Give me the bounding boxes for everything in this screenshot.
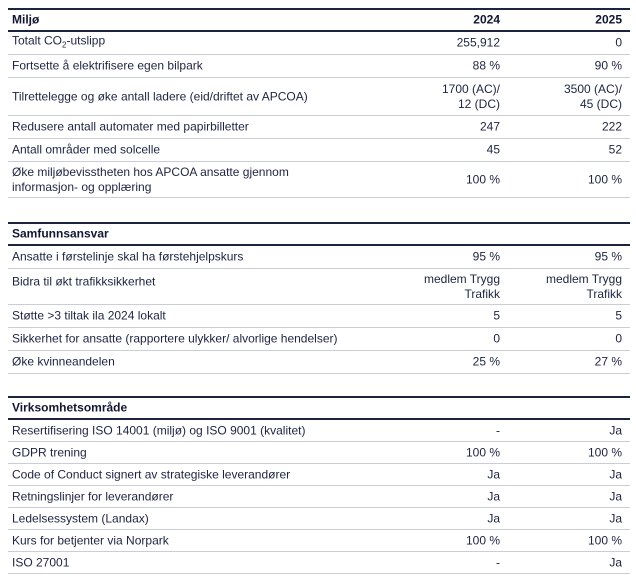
row-label: Code of Conduct signert av strategiske leverandører: [12, 467, 291, 481]
value-2025: 52: [608, 142, 622, 157]
table-row: [8, 486, 630, 508]
year-2025-header: 2025: [595, 12, 622, 27]
table-row: [8, 246, 630, 269]
table-row: [8, 464, 630, 486]
table-row: [8, 305, 630, 328]
value-2025: 0: [615, 35, 622, 50]
value-2024: 255,912: [456, 35, 500, 50]
value-2025: Ja: [609, 555, 622, 569]
section-title: Virksomhetsområde: [12, 400, 128, 415]
value-2025: 100 %: [587, 533, 622, 547]
value-2024: 95 %: [472, 249, 500, 264]
section-header: [8, 396, 630, 420]
value-2024: Ja: [487, 489, 500, 503]
value-2025: 0: [615, 331, 622, 346]
table-row: [8, 162, 630, 198]
section-header: [8, 8, 630, 32]
value-2025: 100 %: [587, 172, 622, 186]
value-2024: 0: [493, 331, 500, 346]
table-row: [8, 442, 630, 464]
value-2025: 5: [615, 308, 622, 323]
value-2024: 1700 (AC)/ 12 (DC): [441, 81, 500, 111]
value-2025: Ja: [609, 467, 622, 481]
value-2025: Ja: [609, 511, 622, 525]
row-label: ISO 27001: [12, 555, 70, 569]
row-label: Øke miljøbevisstheten hos APCOA ansatte gjennom informasjon- og opplæring: [12, 164, 289, 194]
row-label: Resertifisering ISO 14001 (miljø) og ISO 9001 (kvalitet): [12, 423, 306, 437]
year-2024-header: 2024: [473, 12, 500, 27]
row-label: Totalt $CO_2$-utslipp: [12, 33, 106, 50]
value-2025: 95 %: [594, 249, 622, 264]
value-2025: 90 %: [594, 58, 622, 73]
row-label: Ansatte i førstelinje skal ha førstehjelpskurs: [12, 249, 244, 264]
row-label: Sikkerhet for ansatte (rapportere ulykker/ alvorlige hendelser): [12, 331, 338, 346]
row-label: Støtte >3 tiltak ila 2024 lokalt: [12, 308, 166, 323]
row-label: Redusere antall automater med papirbilletter: [12, 119, 249, 134]
row-label: Retningslinjer for leverandører: [12, 489, 174, 503]
table-row: [8, 530, 630, 552]
row-label: Tilrettelegge og øke antall ladere (eid/driftet av APCOA): [12, 89, 308, 103]
row-label: Kurs for betjenter via Norpark: [12, 533, 169, 547]
value-2024: 100 %: [465, 172, 500, 186]
value-2024: 25 %: [472, 354, 500, 369]
row-label: Bidra til økt trafikksikkerhet: [12, 274, 156, 289]
table-row: [8, 420, 630, 442]
table-row: [8, 351, 630, 374]
value-2024: 45: [486, 142, 500, 157]
row-label: Fortsette å elektrifisere egen bilpark: [12, 58, 203, 73]
value-2024: Ja: [487, 467, 500, 481]
value-2024: medlem Trygg Trafikk: [423, 271, 500, 301]
value-2024: 100 %: [465, 533, 500, 547]
section-title: Samfunnsansvar: [12, 226, 109, 241]
table-row: [8, 139, 630, 162]
table-row: [8, 32, 630, 55]
value-2025: 222: [601, 119, 622, 134]
row-label: Antall områder med solcelle: [12, 142, 161, 157]
value-2024: 88 %: [472, 58, 500, 73]
table-row: [8, 78, 630, 116]
table-row: [8, 269, 630, 305]
value-2024: Ja: [487, 511, 500, 525]
value-2025: medlem Trygg Trafikk: [545, 271, 622, 301]
section-miljo: [8, 8, 630, 198]
table-row: [8, 55, 630, 78]
table-row: [8, 328, 630, 351]
value-2025: Ja: [609, 423, 622, 437]
row-label: Øke kvinneandelen: [12, 354, 115, 369]
table-row: [8, 552, 630, 574]
value-2025: 100 %: [587, 445, 622, 459]
value-2024: 5: [493, 308, 500, 323]
value-2024: 100 %: [465, 445, 500, 459]
row-label: Ledelsessystem (Landax): [12, 511, 149, 525]
value-2024: -: [496, 423, 500, 437]
section-samfunnsansvar: [8, 222, 630, 374]
row-label: GDPR trening: [12, 445, 87, 459]
section-virksomhetsomrade: [8, 396, 630, 574]
value-2025: 27 %: [594, 354, 622, 369]
table-row: [8, 508, 630, 530]
value-2025: Ja: [609, 489, 622, 503]
section-title: Miljø: [12, 12, 40, 27]
value-2025: 3500 (AC)/ 45 (DC): [563, 81, 622, 111]
section-header: [8, 222, 630, 246]
value-2024: -: [496, 555, 500, 569]
value-2024: 247: [479, 119, 500, 134]
table-row: [8, 116, 630, 139]
